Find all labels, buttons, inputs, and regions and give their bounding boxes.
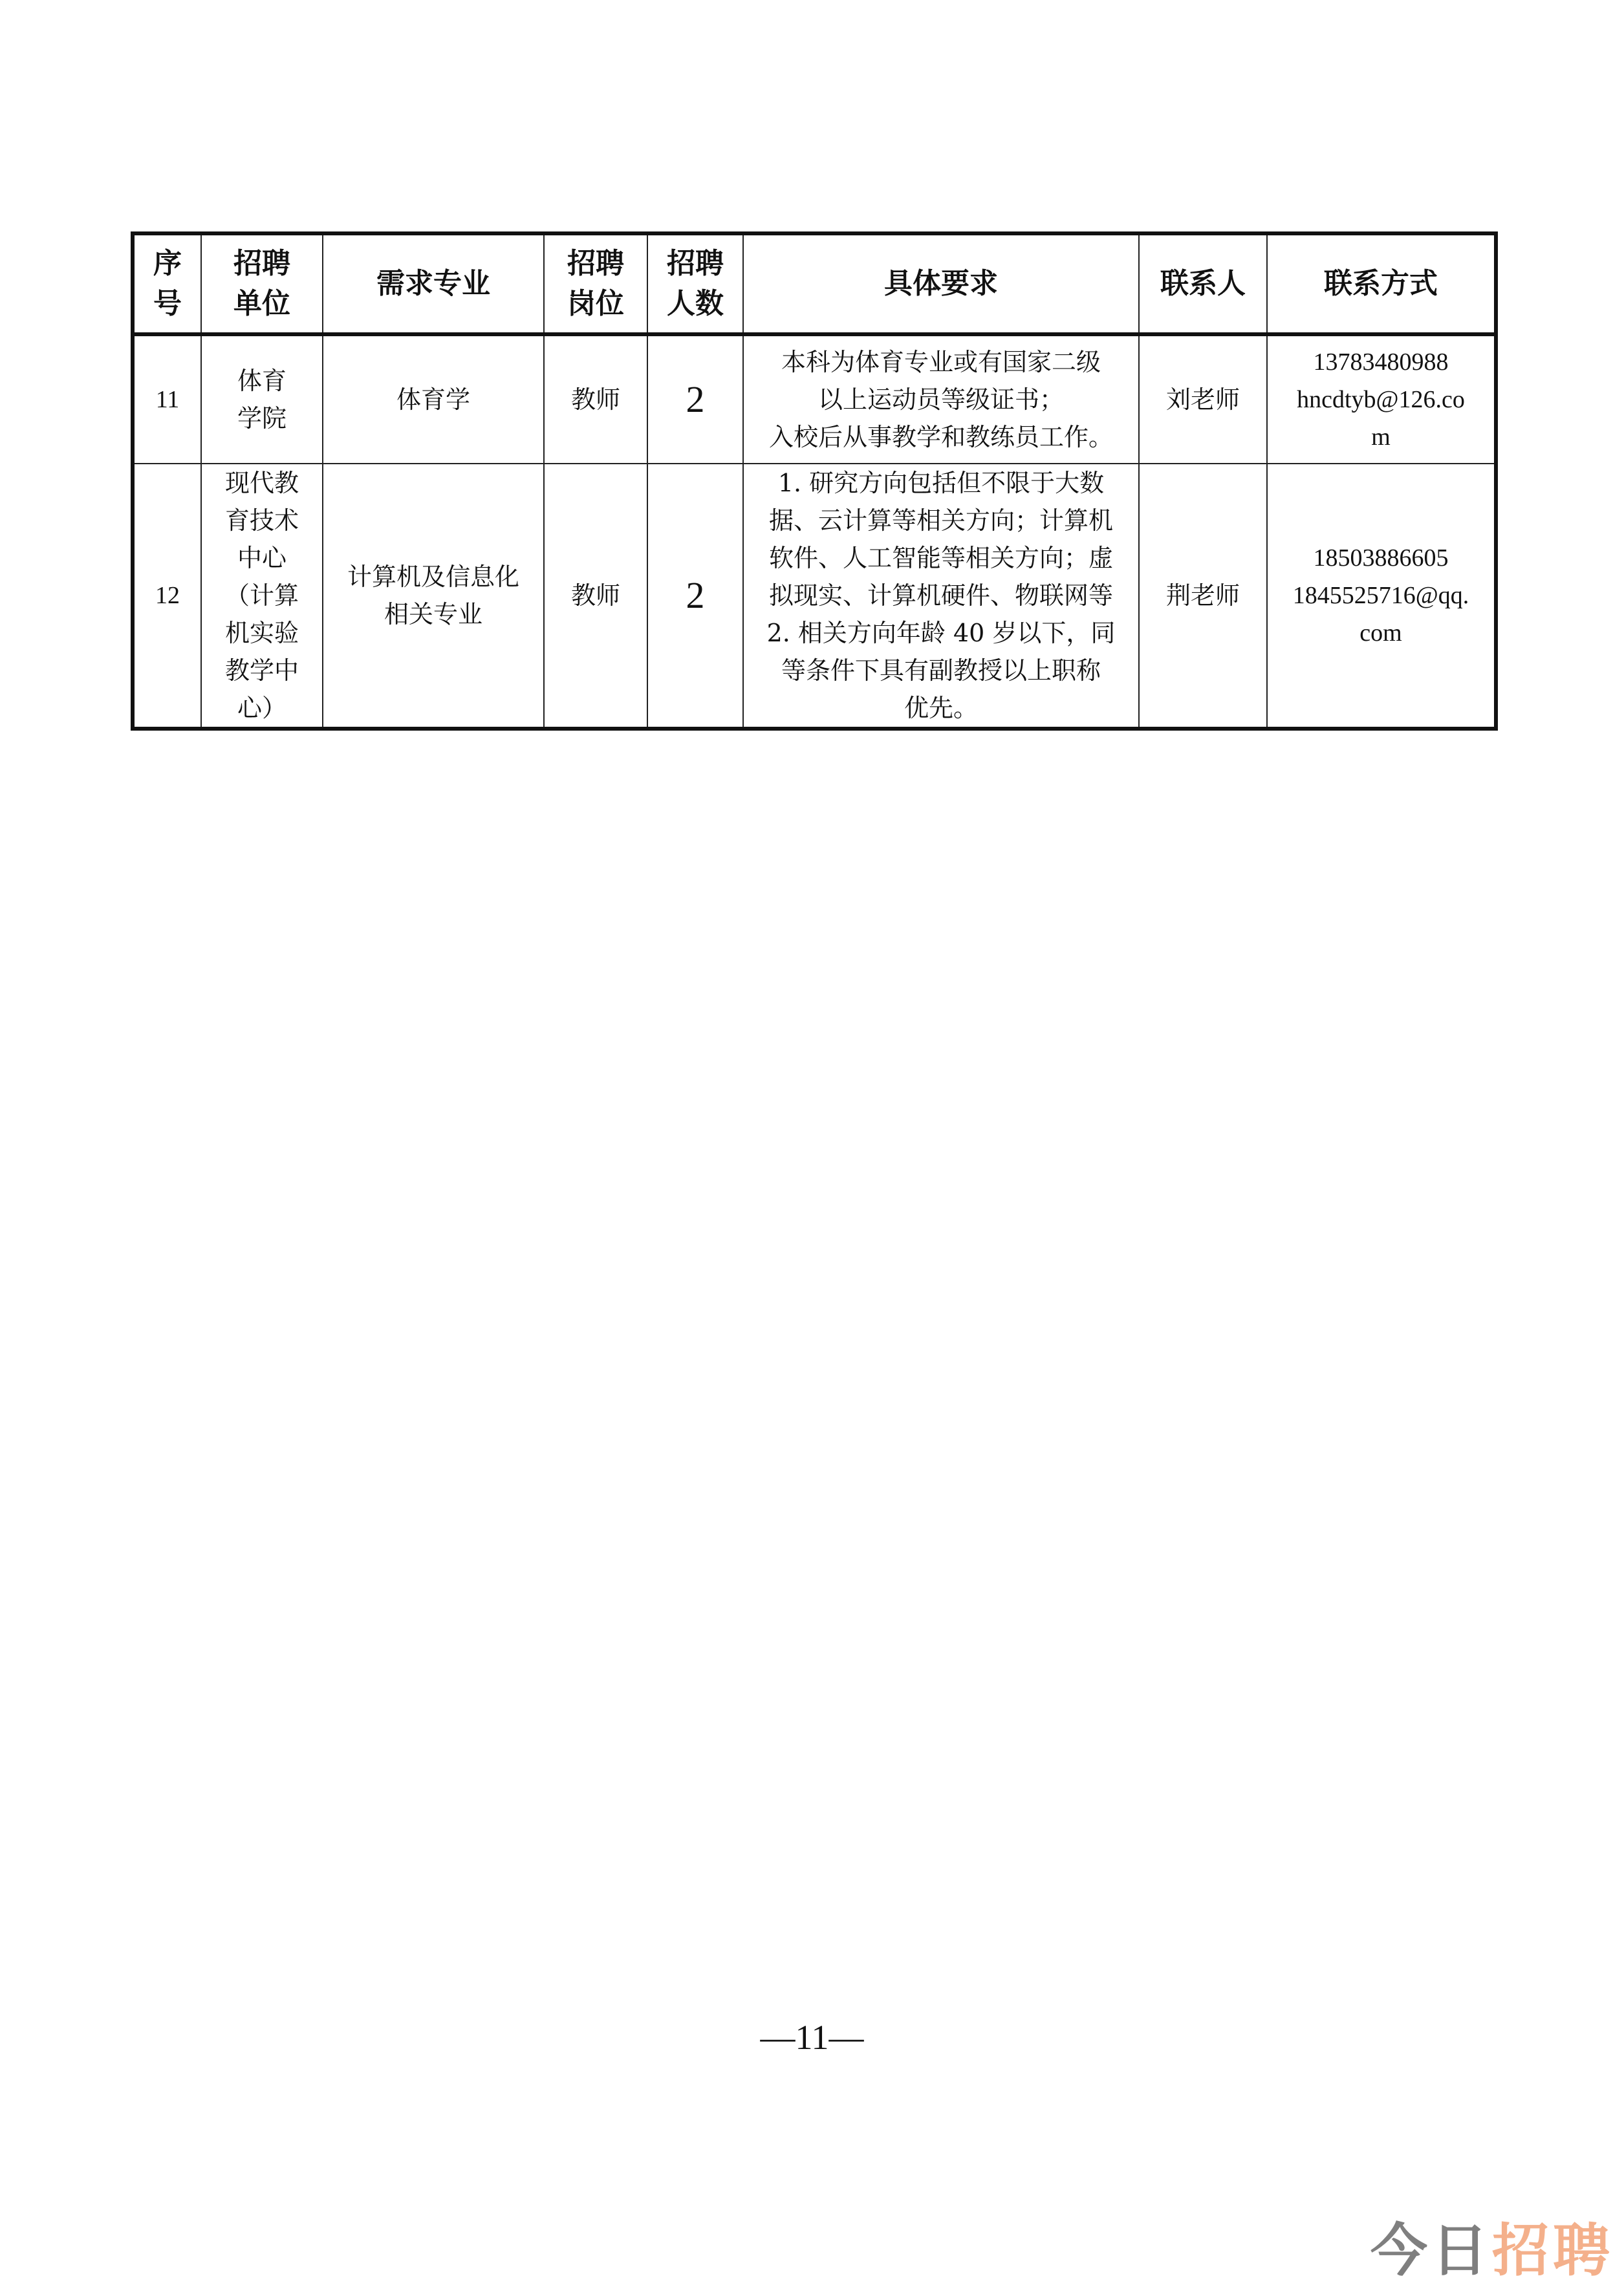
table-row — [133, 334, 1496, 464]
email-address-cont: m — [1371, 424, 1391, 451]
header-unit: 招聘 单位 — [201, 233, 323, 334]
page-number: —11— — [760, 2018, 864, 2057]
header-count: 招聘 人数 — [647, 233, 743, 334]
contact-person-cell: 荆老师 — [1139, 464, 1267, 729]
email-address: 1845525716@qq. — [1292, 582, 1469, 609]
contact-info-cell — [1267, 464, 1496, 729]
unit-cell: 体育 学院 — [201, 334, 323, 464]
email-address: hncdtyb@126.co — [1297, 386, 1465, 413]
header-position: 招聘 岗位 — [544, 233, 647, 334]
email-address-cont: com — [1359, 619, 1402, 647]
header-contact-person: 联系人 — [1139, 233, 1267, 334]
phone-number: 13783480988 — [1313, 349, 1449, 376]
header-seq: 序 号 — [133, 233, 201, 334]
position-cell: 教师 — [544, 334, 647, 464]
table-header-row — [133, 233, 1496, 334]
watermark-text-orange: 招聘 — [1491, 2217, 1614, 2284]
count-cell: 2 — [647, 464, 743, 729]
unit-cell: 现代教 育技术 中心 （计算 机实验 教学中 心） — [201, 464, 323, 729]
recruitment-table — [131, 231, 1498, 731]
header-contact-info: 联系方式 — [1267, 233, 1496, 334]
header-requirements: 具体要求 — [743, 233, 1139, 334]
table-row — [133, 464, 1496, 729]
contact-info-cell — [1267, 334, 1496, 464]
seq-cell: 12 — [133, 464, 201, 729]
requirements-cell: 1. 研究方向包括但不限于大数 据、云计算等相关方向；计算机 软件、人工智能等相关方向；虚 拟现实、计算机硬件、物联网等 2. 相关方向年龄 40 岁以下，同 等条件下具有副教授以上职称 优先。 — [743, 464, 1139, 729]
count-cell: 2 — [647, 334, 743, 464]
header-major: 需求专业 — [323, 233, 544, 334]
position-cell: 教师 — [544, 464, 647, 729]
contact-person-cell: 刘老师 — [1139, 334, 1267, 464]
phone-number: 18503886605 — [1313, 544, 1449, 572]
seq-cell: 11 — [133, 334, 201, 464]
watermark-logo — [1370, 2205, 1614, 2287]
requirements-cell: 本科为体育专业或有国家二级 以上运动员等级证书； 入校后从事教学和教练员工作。 — [743, 334, 1139, 464]
major-cell: 计算机及信息化 相关专业 — [323, 464, 544, 729]
watermark-text-gray: 今日 — [1370, 2217, 1492, 2284]
major-cell: 体育学 — [323, 334, 544, 464]
